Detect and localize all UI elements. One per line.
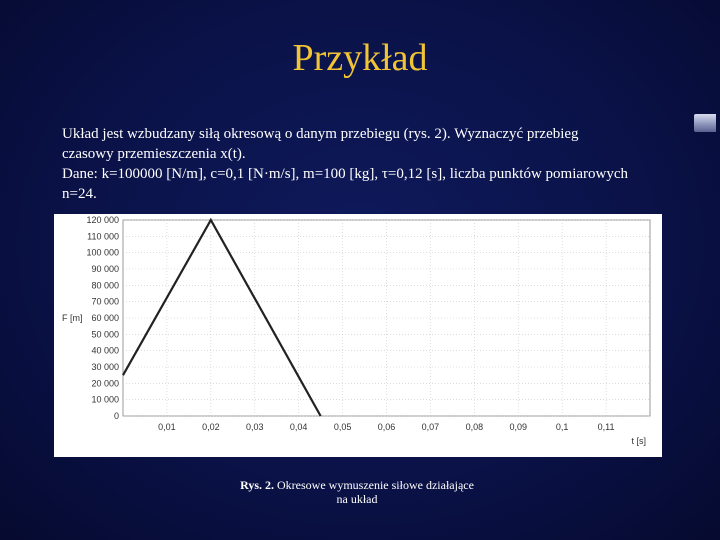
y-tick-label: 40 000 [91,345,119,356]
x-tick-label: 0,11 [597,422,615,432]
caption-line2: na układ [336,492,378,506]
x-tick-label: 0,05 [333,422,352,432]
y-tick-label: 80 000 [91,280,119,291]
y-tick-label: 110 000 [87,231,119,242]
x-tick-label: 0,07 [421,422,440,432]
x-axis-label: t [s] [631,436,646,446]
force-chart [54,214,662,457]
description-line: n=24. [62,186,97,202]
caption-number: Rys. 2. [240,478,274,492]
y-tick-label: 100 000 [86,247,119,258]
y-tick-label: 70 000 [91,296,119,307]
x-tick-label: 0,08 [465,422,484,432]
slide-title: Przykład [292,37,428,79]
x-tick-label: 0,03 [245,422,264,432]
y-axis-label: F [m] [62,313,83,323]
y-tick-label: 30 000 [91,362,119,372]
problem-description [62,124,672,204]
description-line: Układ jest wzbudzany siłą okresową o danym przebiegu (rys. 2). Wyznaczyć przebieg [62,126,579,142]
y-tick-label: 90 000 [91,264,119,274]
description-line: czasowy przemieszczenia x(t). [62,146,246,162]
x-tick-label: 0,09 [509,422,528,432]
slide-decoration [694,114,716,132]
x-tick-label: 0,1 [555,422,569,432]
y-tick-label: 120 000 [86,215,119,225]
x-tick-label: 0,04 [289,422,308,432]
y-tick-label: 20 000 [91,378,119,389]
figure-caption [232,478,482,506]
y-tick-label: 0 [113,411,119,421]
y-tick-label: 60 000 [91,313,119,323]
x-tick-label: 0,06 [377,422,396,432]
x-tick-label: 0,01 [158,422,176,432]
caption-text: Okresowe wymuszenie siłowe działające [277,478,474,492]
description-line: Dane: k=100000 [N/m], c=0,1 [N·m/s], m=100 [kg], τ=0,12 [s], liczba punktów pomiarowych [62,166,629,182]
y-tick-label: 10 000 [91,394,119,405]
force-chart-svg [54,214,662,457]
y-tick-label: 50 000 [91,329,119,340]
x-tick-label: 0,02 [202,422,220,432]
